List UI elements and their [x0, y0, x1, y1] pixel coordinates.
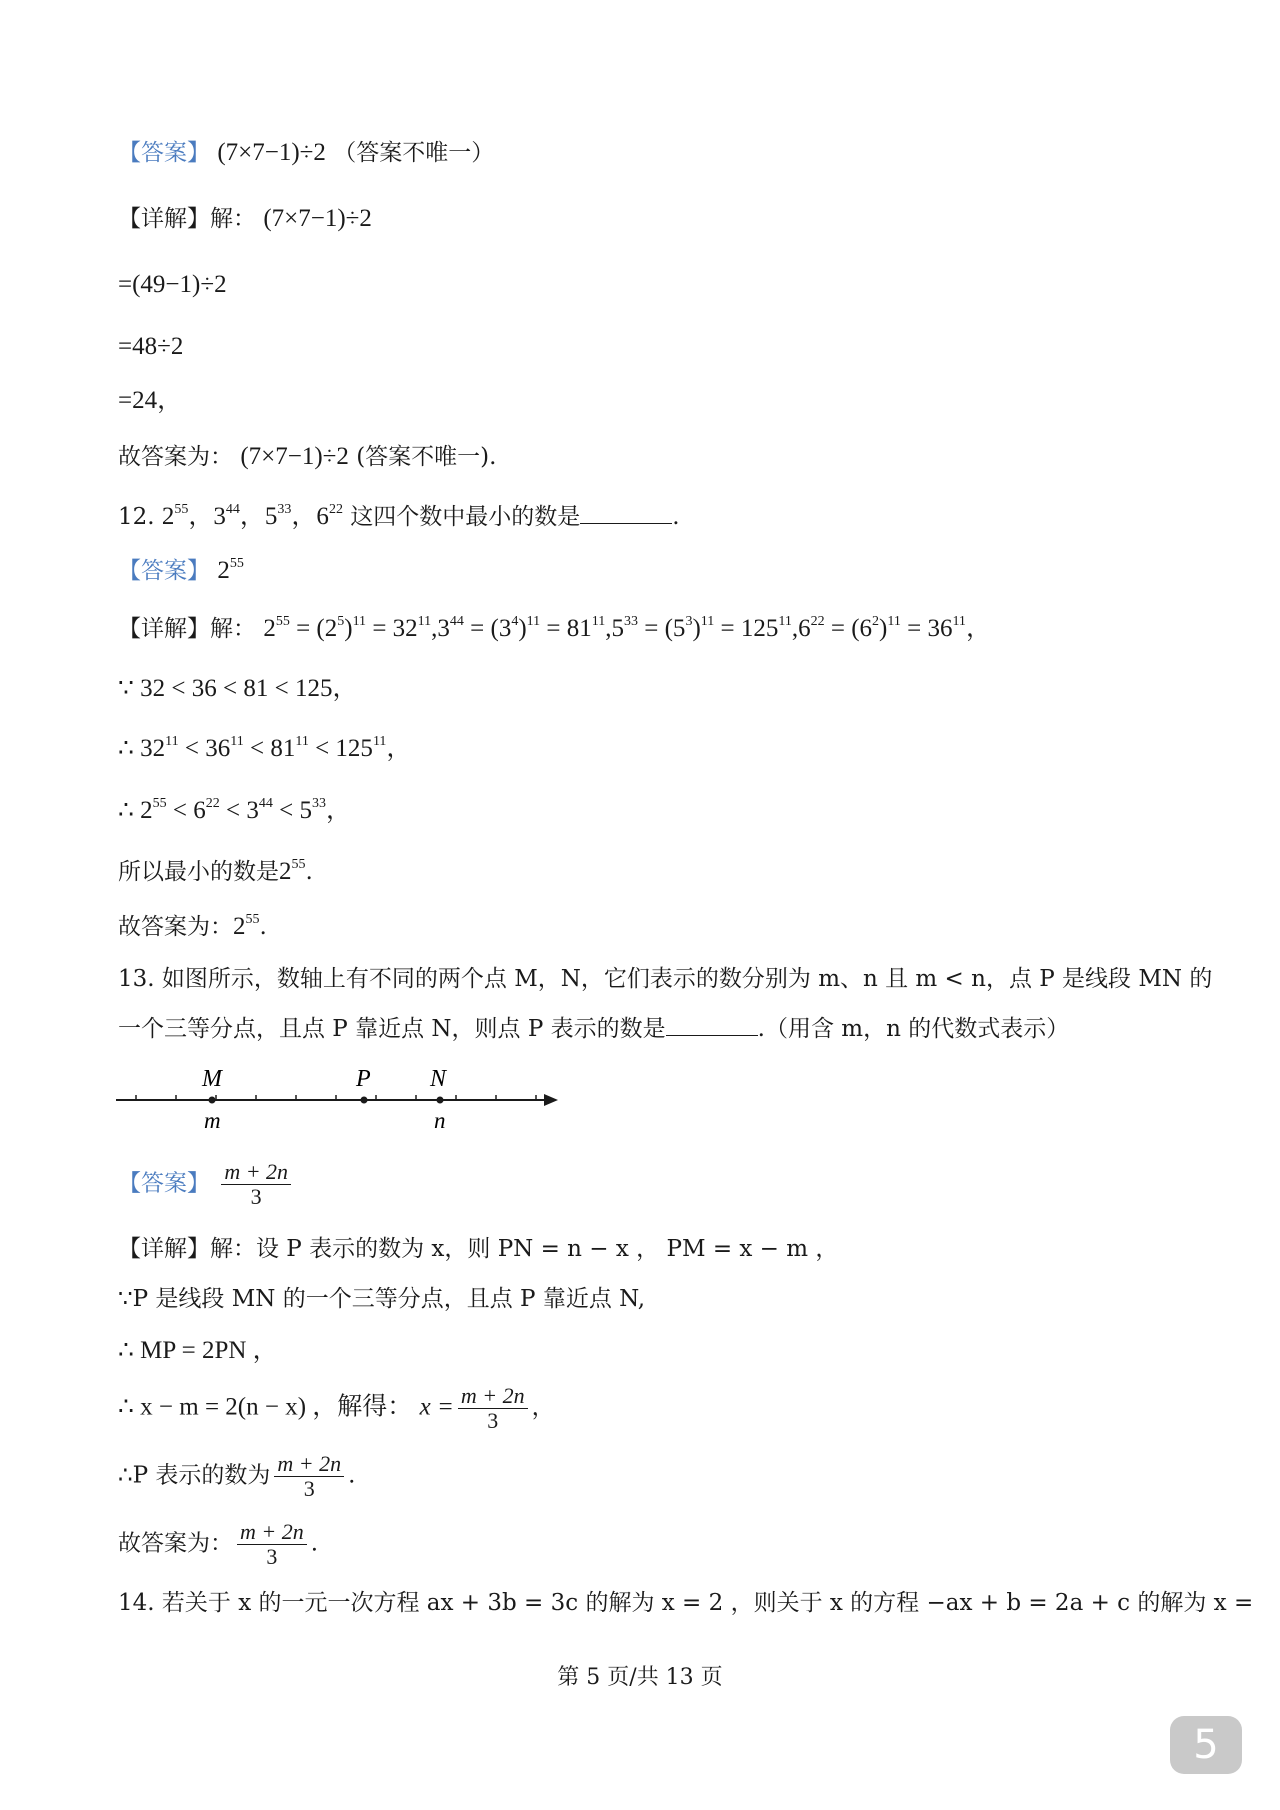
q12-therefore1: ∴ $32^{11} < 36^{11} < 81^{11} < 125^{11}$， [118, 734, 412, 762]
q13-therefore1: ∴ MP = 2PN ， [118, 1337, 278, 1364]
q13-question-line1 [118, 962, 1213, 996]
q13-conclusion [118, 1520, 1180, 1569]
q11-conclusion [118, 440, 1180, 474]
question-number: 13. [118, 966, 155, 992]
q13-answer [118, 1160, 1180, 1209]
label-P: P [356, 1066, 371, 1092]
conclusion-prefix: 故答案为： [118, 914, 233, 940]
label-M: M [202, 1066, 222, 1092]
so-end: . [305, 859, 313, 885]
answer-tag: 【答案】 [118, 1170, 210, 1197]
q12-detail [118, 612, 1180, 646]
q13-question-line2 [118, 1012, 1180, 1046]
label-N: N [430, 1066, 447, 1092]
conclusion-prefix: 故答案为： [118, 444, 233, 470]
conclusion-fraction [237, 1520, 307, 1569]
line-end: ， [531, 1394, 555, 1421]
q12-conclusion [118, 910, 1180, 944]
so-value: $2^{55}$ [279, 857, 306, 885]
question-text: 一个三等分点，且点 P 靠近点 N，则点 P 表示的数是 [118, 1016, 666, 1042]
line-end: . [310, 1530, 319, 1557]
q12-numbers: $2^{55}$，$3^{44}$，$5^{33}$，$6^{22}$ [161, 502, 343, 530]
line-end: . [348, 1462, 356, 1489]
answer-value: $2^{55}$ [217, 556, 244, 584]
q12-therefore2: ∴ $2^{55} < 6^{22} < 3^{44} < 5^{33}$， [118, 796, 351, 824]
q12-because: ∵ 32 < 36 < 81 < 125， [118, 675, 358, 702]
answer-note: （答案不唯一） [333, 140, 495, 166]
number-line-figure [110, 1062, 570, 1142]
answer-fraction [221, 1160, 291, 1209]
fraction-numerator: m + 2n [221, 1160, 291, 1185]
axis-arrow [544, 1094, 558, 1106]
fraction-denominator: 3 [487, 1408, 499, 1433]
fraction-denominator: 3 [250, 1184, 262, 1209]
point-n-dot [437, 1097, 444, 1104]
detail-tag: 【详解】 [118, 616, 210, 642]
so-prefix: 所以最小的数是 [118, 859, 279, 885]
answer-blank [580, 503, 672, 524]
q13-because: ∵P 是线段 MN 的一个三等分点，且点 P 靠近点 N, [118, 1286, 646, 1312]
answer-tag: 【答案】 [118, 140, 210, 166]
conclusion-prefix: 故答案为： [118, 1530, 233, 1557]
detail-prefix: 解： [210, 616, 256, 642]
question-number: 12. [118, 504, 155, 530]
equation-text: ∴ x − m = 2(n − x) ，解得： [118, 1393, 413, 1421]
conclusion-note: (答案不唯一). [356, 444, 497, 470]
q11-step2: =48÷2 [118, 333, 184, 360]
answer-expression: (7×7−1)÷2 [217, 139, 326, 166]
question-end: . [672, 504, 680, 530]
conclusion-expression: (7×7−1)÷2 [240, 443, 349, 470]
q11-detail [118, 202, 1180, 236]
page-number-badge[interactable]: 5 [1170, 1716, 1242, 1774]
page-footer: 第 5 页/共 13 页 [557, 1665, 723, 1690]
q13-therefore3 [118, 1452, 1180, 1501]
fraction-denominator: 3 [266, 1544, 278, 1569]
detail-prefix: 解： [210, 206, 256, 232]
q12-answer [118, 554, 1180, 588]
question-text: 这四个数中最小的数是 [350, 504, 581, 530]
detail-tag: 【详解】 [118, 206, 210, 232]
fraction-denominator: 3 [303, 1476, 315, 1501]
p-fraction [274, 1452, 344, 1501]
conclusion-end: . [259, 914, 267, 940]
q11-step1: =(49−1)÷2 [118, 271, 227, 298]
label-n: n [434, 1108, 446, 1133]
q11-step3: =24， [118, 387, 183, 414]
q11-answer [118, 136, 1180, 170]
q14-question: 14. 若关于 x 的一元一次方程 ax + 3b = 3c 的解为 x = 2 ，则关于 x 的方程 −ax + b = 2a + c 的解为 x = [118, 1590, 1254, 1616]
fraction-numerator: m + 2n [458, 1384, 528, 1409]
detail-tag: 【详解】 [118, 1236, 210, 1262]
point-p-dot [361, 1097, 368, 1104]
solution-fraction [458, 1384, 528, 1433]
detail-text: 解：设 P 表示的数为 x，则 PN = n − x ， PM = x − m ， [210, 1236, 839, 1262]
question-text: 如图所示，数轴上有不同的两个点 M，N，它们表示的数分别为 m、n 且 m < n，点 P 是线段 MN 的 [161, 966, 1213, 992]
q12-question [118, 500, 1180, 534]
q12-so [118, 855, 1180, 889]
therefore2-tail: ， [325, 797, 351, 824]
therefore1-tail: ， [386, 735, 412, 762]
point-m-dot [209, 1097, 216, 1104]
conclusion-value: $2^{55}$ [233, 912, 260, 940]
answer-blank [666, 1015, 758, 1036]
label-m: m [204, 1108, 221, 1133]
q13-therefore2 [118, 1384, 1180, 1433]
q12-detail-expression: $2^{55} = (2^5)^{11} = 32^{11},3^{44} = (3^4)^{11} = 81^{11},5^{33} = (5^3)^{11} = 125^{11},6^{22} = (6^2)^{11} = 36^{11}$， [263, 614, 991, 642]
answer-tag: 【答案】 [118, 558, 210, 584]
fraction-numerator: m + 2n [274, 1452, 344, 1477]
x-equals: x = [419, 1393, 454, 1421]
fraction-numerator: m + 2n [237, 1520, 307, 1545]
therefore3-text: ∴P 表示的数为 [118, 1462, 271, 1489]
question-text-end: .（用含 m，n 的代数式表示） [757, 1016, 1070, 1042]
detail-expression: (7×7−1)÷2 [263, 205, 372, 232]
q13-detail [118, 1232, 1180, 1266]
